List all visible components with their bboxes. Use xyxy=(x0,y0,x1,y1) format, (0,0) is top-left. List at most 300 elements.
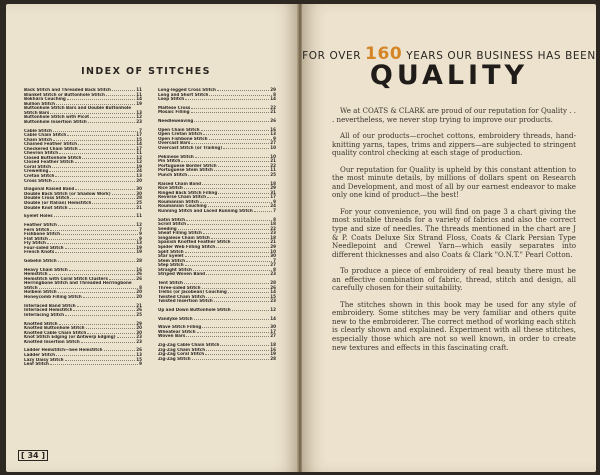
index-entry-page: 13 xyxy=(136,352,142,358)
index-entry-page: 18 xyxy=(270,180,276,186)
index-leader-dots xyxy=(195,157,269,158)
index-entry-label: Ringed Back Stitch Filling xyxy=(158,190,218,195)
index-entry-page: 19 xyxy=(136,249,142,255)
index-leader-dots xyxy=(52,167,135,168)
index-leader-dots xyxy=(206,274,269,275)
index-entry xyxy=(158,272,276,277)
index-entry-page: 25 xyxy=(270,171,276,177)
index-entry-page: 23 xyxy=(270,298,276,304)
index-entry-page: 25 xyxy=(136,311,142,317)
index-entry-label: Knotted Insertion Stitch xyxy=(24,339,80,344)
index-leader-dots xyxy=(65,248,136,249)
index-entry-label: Striped Woven Band xyxy=(158,272,206,277)
index-entry-label: Open Fishbone Stitch xyxy=(158,136,208,141)
index-entry-label: Split Stitch xyxy=(158,249,184,254)
index-leader-dots xyxy=(50,364,138,365)
index-entry-page: 26 xyxy=(136,275,142,281)
index-entry-page: 29 xyxy=(270,243,276,249)
index-entry-page: 13 xyxy=(136,240,142,246)
index-entry-label: Raised Chain Band xyxy=(158,181,202,186)
index-entry-label: French Knots xyxy=(24,250,55,255)
index-entry-page: 26 xyxy=(136,347,142,353)
index-entry-label: Mosaic Filling xyxy=(158,110,190,115)
index-entry-label: Interlaced Band Stitch xyxy=(24,303,76,308)
index-entry-label: Double Knot Stitch xyxy=(24,205,68,210)
index-entry xyxy=(24,250,142,255)
index-entry-label: Fishbone Stitch xyxy=(24,232,61,237)
index-entry-label: Portuguese Stem Stitch xyxy=(158,168,213,173)
index-entry-label: Zig-Zag Chain Stitch xyxy=(158,347,206,352)
index-entry-label: Ladder Hemstitch—See Hemstitch xyxy=(24,348,103,353)
index-entry-page: 17 xyxy=(136,145,142,151)
index-entry-page: 16 xyxy=(270,126,276,132)
index-entry-label: Closed Feather Stitch xyxy=(24,160,74,165)
index-leader-dots xyxy=(185,265,270,266)
index-leader-dots xyxy=(83,297,136,298)
index-entry-label: Up and Down Buttonhole Stitch xyxy=(158,307,231,312)
index-entry-label: Spider Web Filling Stitch xyxy=(158,244,216,249)
index-leader-dots xyxy=(203,233,269,234)
index-leader-dots xyxy=(191,143,269,144)
index-entry-page: 8 xyxy=(273,266,276,272)
index-entry-page: 14 xyxy=(270,315,276,321)
index-leader-dots xyxy=(53,131,138,132)
index-leader-dots xyxy=(59,324,136,325)
index-entry-page: 14 xyxy=(136,96,142,102)
index-leader-dots xyxy=(223,148,269,149)
index-entry-page: 18 xyxy=(270,221,276,227)
index-entry-label: Chained Feather Stitch xyxy=(24,142,77,147)
paragraph-4: For your convenience, you will find on page 3 a chart giving the most suitable threads for a variety of fabrics and also the correct type and size of needles. The threads mentioned in the chart are J & P. Coats Deluxe Six Strand Floss, Coats & Clark Persian Type Needlepoint and Crewel Yarn—which easily separates into different thicknesses and also Coats & Clark "O.N.T." Pearl Cotton. xyxy=(332,206,576,259)
index-leader-dots xyxy=(79,149,136,150)
index-entry-label: Punch Stitch xyxy=(158,172,188,177)
index-leader-dots xyxy=(49,274,136,275)
index-entry xyxy=(158,299,276,304)
index-entry-page: 29 xyxy=(270,87,276,92)
index-leader-dots xyxy=(178,229,270,230)
index-leader-dots xyxy=(186,220,272,221)
index-entry xyxy=(158,209,276,214)
index-leader-dots xyxy=(61,234,138,235)
index-entry-label: Tent Stitch xyxy=(158,281,183,285)
index-leader-dots xyxy=(92,203,135,204)
index-entry-page: 21 xyxy=(136,204,142,210)
index-entry-label: Spanish Knotted Feather Stitch xyxy=(158,240,231,245)
index-leader-dots xyxy=(202,327,269,328)
index-entry-page: 28 xyxy=(136,195,142,201)
index-entry-page: 14 xyxy=(136,141,142,147)
index-entry-page: 20 xyxy=(136,289,142,295)
index-leader-dots xyxy=(214,170,269,171)
index-entry-label: Pin Stitch xyxy=(158,159,181,164)
index-entry-label: Checkered Chain Stitch xyxy=(24,146,78,151)
index-entry-page: 23 xyxy=(270,230,276,236)
quality-heading: QUALITY xyxy=(369,60,529,91)
index-entry xyxy=(158,97,276,102)
paragraph-5: To produce a piece of embroidery of real beauty there must be an effective combination of fabric, thread, stitch and design, all carefully chosen for their suitability. xyxy=(332,266,576,293)
index-leader-dots xyxy=(50,230,138,231)
index-leader-dots xyxy=(39,288,139,289)
index-leader-dots xyxy=(65,315,135,316)
index-leader-dots xyxy=(78,144,135,145)
index-leader-dots xyxy=(194,319,270,320)
index-entry-label: Fern Stitch xyxy=(24,227,50,232)
index-entry-label: Holbein Stitch xyxy=(24,290,57,295)
index-entry-page: 12 xyxy=(136,221,142,227)
index-leader-dots xyxy=(197,332,270,333)
index-column-1 xyxy=(24,88,142,367)
index-entry-label: Closed Buttonhole Stitch xyxy=(24,155,82,160)
index-leader-dots xyxy=(203,134,269,135)
index-leader-dots xyxy=(214,301,269,302)
index-leader-dots xyxy=(58,261,136,262)
index-leader-dots xyxy=(187,224,269,225)
index-entry-page: 11 xyxy=(136,91,142,97)
index-leader-dots xyxy=(59,153,135,154)
index-leader-dots xyxy=(186,336,269,337)
index-entry-page: 14 xyxy=(270,96,276,102)
index-entry-page: 24 xyxy=(270,203,276,209)
index-entry-label: Buttonhole Insertion Stitch xyxy=(24,119,87,124)
index-entry-page: 18 xyxy=(270,342,276,348)
index-entry-label: Sheaf Filling Stitch xyxy=(158,231,202,236)
index-entry-label: Hemstitch with Coral Stitch Clusters xyxy=(24,276,108,281)
index-entry-page: 25 xyxy=(136,199,142,205)
index-entry xyxy=(24,179,142,184)
index-entry-label: Step Stitch xyxy=(158,263,184,268)
index-leader-dots xyxy=(218,166,270,167)
index-leader-dots xyxy=(53,140,135,141)
index-entry-label: Trellis (or Jacobean) Couching xyxy=(158,290,227,295)
index-leader-dots xyxy=(186,261,272,262)
index-entry xyxy=(158,317,276,322)
index-leader-dots xyxy=(69,208,136,209)
index-entry-label: Blanket Stitch or Buttonhole Stitch xyxy=(24,92,105,97)
index-entry-page: 19 xyxy=(136,100,142,106)
index-leader-dots xyxy=(69,270,136,271)
headline-suffix: YEARS OUR BUSINESS HAS BEEN xyxy=(402,50,596,62)
index-leader-dots xyxy=(192,359,270,360)
index-entry-label: Leaf Stitch xyxy=(24,362,49,367)
index-entry-label: Wave Stitch Filling xyxy=(158,325,202,330)
index-leader-dots xyxy=(55,252,135,253)
index-leader-dots xyxy=(209,139,273,140)
index-entry-page: 12 xyxy=(136,114,142,120)
index-leader-dots xyxy=(56,355,135,356)
index-leader-dots xyxy=(49,239,138,240)
index-entry-page: 8 xyxy=(273,216,276,222)
index-entry-label: Three-sided Stitch xyxy=(158,285,201,290)
index-leader-dots xyxy=(112,194,136,195)
index-entry-page: 26 xyxy=(270,118,276,124)
index-entry-page: 26 xyxy=(270,284,276,290)
index-entry-label: Lazy Daisy Stitch xyxy=(24,357,64,362)
index-entry-label: Wheatear Stitch xyxy=(158,329,196,334)
index-entry-label: Knotted Buttonhole Stitch xyxy=(24,326,85,331)
index-leader-dots xyxy=(200,202,272,203)
index-entry-label: Double Back Stitch (or Shadow Work) xyxy=(24,191,111,196)
index-leader-dots xyxy=(202,288,270,289)
index-entry-page: 22 xyxy=(270,162,276,168)
index-entry-page: 26 xyxy=(136,271,142,277)
index-entry xyxy=(158,334,276,339)
index-entry-label: Honeycomb Filling Stitch xyxy=(24,295,82,299)
index-entry-label: Ladder Stitch xyxy=(24,353,56,358)
index-entry-page: 9 xyxy=(273,135,276,141)
index-entry-label: Overcast Stitch (or Trailing) xyxy=(158,146,223,151)
index-entry-page: 27 xyxy=(270,333,276,339)
index-entry-label: Crewelling xyxy=(24,169,49,174)
index-entry-label: Satin Stitch xyxy=(158,217,186,222)
headline-prefix: FOR OVER xyxy=(302,50,366,62)
index-entry-page: 21 xyxy=(136,302,142,308)
index-entry-label: Double Cross Stitch xyxy=(24,196,70,201)
headline-number: 160 xyxy=(365,44,403,64)
index-leader-dots xyxy=(206,350,269,351)
index-leader-dots xyxy=(216,247,269,248)
index-entry xyxy=(24,214,142,219)
index-leader-dots xyxy=(77,306,136,307)
index-entry-label: Bokhara Couching xyxy=(24,97,66,102)
index-entry-label: Twisted Insertion Stitch xyxy=(158,299,213,304)
index-entry-label: Four-sided Stitch xyxy=(24,245,64,250)
index-entry xyxy=(24,259,142,264)
index-entry-label: Buttonhole Stitch Bars and Double Buttonhole xyxy=(24,106,132,111)
index-entry-label: Stem Stitch xyxy=(158,258,185,263)
index-entry-page: 15 xyxy=(136,136,142,142)
index-leader-dots xyxy=(218,193,269,194)
index-leader-dots xyxy=(73,310,135,311)
index-entry-label: Cable Stitch xyxy=(24,128,52,133)
index-leader-dots xyxy=(65,360,136,361)
index-leader-dots xyxy=(67,135,135,136)
paragraph-2: All of our products—crochet cottons, embroidery threads, hand-knitting yarns, tapes, trims and zippers—are subjected to stringent quality control checking at each stage of production. xyxy=(332,131,576,158)
index-entry-page: 16 xyxy=(270,346,276,352)
index-entry xyxy=(24,313,142,318)
index-entry-page: 18 xyxy=(270,234,276,240)
index-entry xyxy=(158,146,276,151)
index-entry-label: Back Stitch and Threaded Back Stitch xyxy=(24,88,111,92)
index-entry-label: Long and Short Stitch xyxy=(158,92,209,97)
index-entry-page: 9 xyxy=(139,235,142,241)
index-entry-page: 7 xyxy=(273,257,276,263)
index-entry-label: Diagonal Raised Band xyxy=(24,187,75,192)
index-leader-dots xyxy=(87,333,135,334)
paragraph-6: The stitches shown in this book may be used for any style of embroidery. Some stitches may be very familiar and others quite new to the embroiderer. The correct method of working each stitch is clearly shown and explained. Experiment with all these stitches, especially those which are not so well known, in order to create new textures and effects in this fascinating craft. xyxy=(332,299,576,352)
index-entry-page: 22 xyxy=(270,225,276,231)
index-entry-page: 19 xyxy=(136,244,142,250)
index-leader-dots xyxy=(50,113,135,114)
index-entry-label: Chain Stitch xyxy=(24,137,53,142)
index-entry-page: 10 xyxy=(270,145,276,151)
index-entry-label: Buttonhole Stitch with Picot xyxy=(24,115,90,120)
index-entry-page: 27 xyxy=(270,140,276,146)
index-entry-page: 30 xyxy=(136,329,142,335)
index-entry-page: 28 xyxy=(136,257,142,263)
index-entry-label: Rice Stitch xyxy=(158,186,183,191)
index-leader-dots xyxy=(228,292,269,293)
index-leader-dots xyxy=(58,225,135,226)
index-leader-dots xyxy=(104,350,136,351)
index-leader-dots xyxy=(109,279,135,280)
index-entry xyxy=(158,357,276,362)
index-entry-page: 12 xyxy=(136,154,142,160)
index-entry-page: 17 xyxy=(136,132,142,138)
index-entry-label: Coral Stitch xyxy=(24,164,52,169)
index-entry-label: Star Eyelet xyxy=(158,254,184,259)
index-entry-label: Loop Stitch xyxy=(158,97,185,102)
index-entry-label: Scroll Stitch xyxy=(158,222,187,227)
index-entry-label: Zig-Zag Cable Chain Stitch xyxy=(158,343,220,348)
index-leader-dots xyxy=(185,99,269,100)
index-leader-dots xyxy=(184,283,269,284)
index-leader-dots xyxy=(201,130,270,131)
index-entry-page: 31 xyxy=(270,189,276,195)
index-entry xyxy=(24,120,142,125)
index-entry-label: Vandyke Stitch xyxy=(158,316,193,321)
index-entry-label: Cretan Stitch xyxy=(24,174,55,179)
index-leader-dots xyxy=(209,95,272,96)
index-leader-dots xyxy=(217,90,269,91)
index-leader-dots xyxy=(82,158,135,159)
index-leader-dots xyxy=(58,292,136,293)
index-entry-label: Bullion Stitch xyxy=(24,101,56,106)
index-leader-dots xyxy=(185,252,270,253)
index-entry-label: Chevron Stitch xyxy=(24,151,59,156)
index-entry-label: Pekinese Stitch xyxy=(158,154,194,159)
index-entry-page: 15 xyxy=(136,356,142,362)
index-leader-dots xyxy=(193,270,272,271)
index-entry-label: Seeding xyxy=(158,226,177,231)
index-entry-label: Overcast Bars xyxy=(158,141,191,146)
index-entry-label: Maltese Cross xyxy=(158,105,191,110)
index-column-2 xyxy=(158,88,276,361)
index-entry-label: Stitch Bars xyxy=(24,110,50,115)
index-entry-page: 9 xyxy=(139,361,142,367)
index-entry-page: 24 xyxy=(136,168,142,174)
index-entry-page: 28 xyxy=(270,355,276,361)
index-entry-page: 19 xyxy=(136,163,142,169)
index-entry-label: Cable Chain Stitch xyxy=(24,133,67,138)
index-entry-label: Roumanian Couching xyxy=(158,204,207,209)
index-entry-page: 23 xyxy=(136,338,142,344)
index-entry-page: 19 xyxy=(270,351,276,357)
index-entry-label: Straight Stitch xyxy=(158,267,192,272)
index-leader-dots xyxy=(117,337,136,338)
index-entry-page: 16 xyxy=(136,266,142,272)
index-entry-page: 17 xyxy=(270,194,276,200)
index-leader-dots xyxy=(75,162,136,163)
index-entry-page: 21 xyxy=(270,239,276,245)
index-entry-label: Singalese Chain Stitch xyxy=(158,235,210,240)
index-entry xyxy=(24,295,142,300)
index-leader-dots xyxy=(112,90,135,91)
index-entry-page: 30 xyxy=(136,190,142,196)
index-entry-page: 13 xyxy=(136,109,142,115)
index-entry-page: 7 xyxy=(139,226,142,232)
index-entry-label: Cross Stitch xyxy=(24,178,52,183)
index-entry-page: 30 xyxy=(270,253,276,259)
index-entry-label: Zig-Zag Coral Stitch xyxy=(158,352,205,357)
index-entry-page: 14 xyxy=(270,289,276,295)
index-leader-dots xyxy=(205,354,269,355)
index-entry-page: 29 xyxy=(270,185,276,191)
index-entry-page: 22 xyxy=(270,104,276,110)
index-entry-label: Running Stitch and Laced Running Stitch xyxy=(158,208,253,213)
index-leader-dots xyxy=(181,161,269,162)
index-entry-page: 12 xyxy=(136,159,142,165)
index-leader-dots xyxy=(191,108,269,109)
index-entry-page: 7 xyxy=(139,127,142,133)
index-entry-page: 30 xyxy=(270,324,276,330)
index-entry-label: Knotted Cable Chain Stitch xyxy=(24,330,87,335)
index-entry-label: Portuguese Border Stitch xyxy=(158,163,217,168)
index-entry xyxy=(158,173,276,178)
index-entry xyxy=(158,308,276,313)
index-entry-label: Knot Stitch Edging (or Antwerp Edging) xyxy=(24,335,116,340)
index-entry-page: 26 xyxy=(136,307,142,313)
index-entry-label: Heavy Chain Stitch xyxy=(24,267,68,272)
index-entry-page: 10 xyxy=(270,248,276,254)
index-leader-dots xyxy=(75,189,135,190)
index-entry-page: 17 xyxy=(270,328,276,334)
index-entry xyxy=(158,110,276,115)
index-leader-dots xyxy=(47,243,135,244)
index-leader-dots xyxy=(90,117,135,118)
index-leader-dots xyxy=(81,342,136,343)
index-entry-page: 29 xyxy=(136,320,142,326)
index-entry-page: 23 xyxy=(136,334,142,340)
index-entry-page: 20 xyxy=(136,294,142,299)
index-entry-label: Interlacing Stitch xyxy=(24,312,65,317)
index-leader-dots xyxy=(55,176,135,177)
index-entry-label: Herringbone Stitch and Threaded Herringbone xyxy=(24,281,132,286)
index-entry-label: Roumanian Stitch xyxy=(158,199,199,204)
index-entry-label: Long-legged Cross Stitch xyxy=(158,88,216,92)
index-leader-dots xyxy=(106,95,135,96)
index-entry-page: 27 xyxy=(270,262,276,268)
body-text xyxy=(332,107,576,360)
index-entry-label: Woven Bars xyxy=(158,334,186,339)
index-entry-page: 21 xyxy=(270,158,276,164)
index-entry-page: 11 xyxy=(136,213,142,219)
index-entry-page: 23 xyxy=(270,271,276,277)
index-leader-dots xyxy=(56,104,135,105)
index-entry-label: Open Chain Stitch xyxy=(158,127,200,132)
index-leader-dots xyxy=(53,181,136,182)
index-leader-dots xyxy=(188,175,269,176)
index-entry-label: Knotted Stitch xyxy=(24,321,58,326)
index-entry-label: Needleweaving xyxy=(158,119,194,124)
index-entry xyxy=(158,119,276,124)
index-leader-dots xyxy=(232,310,270,311)
index-leader-dots xyxy=(185,256,270,257)
index-leader-dots xyxy=(67,99,135,100)
index-entry-label: Stitch xyxy=(24,285,38,290)
index-leader-dots xyxy=(232,242,270,243)
index-entry-page: 20 xyxy=(136,325,142,331)
index-entry-page: 13 xyxy=(270,131,276,137)
index-entry-page: 11 xyxy=(270,167,276,173)
index-entry-page: 9 xyxy=(273,198,276,204)
index-entry-page: 10 xyxy=(270,153,276,159)
index-entry-label: Twisted Chain Stitch xyxy=(158,294,206,299)
index-entry-label: Interlaced Hemstitch xyxy=(24,308,73,313)
index-leader-dots xyxy=(49,171,135,172)
index-leader-dots xyxy=(211,238,269,239)
index-title: INDEX OF STITCHES xyxy=(81,66,211,77)
index-leader-dots xyxy=(206,297,269,298)
